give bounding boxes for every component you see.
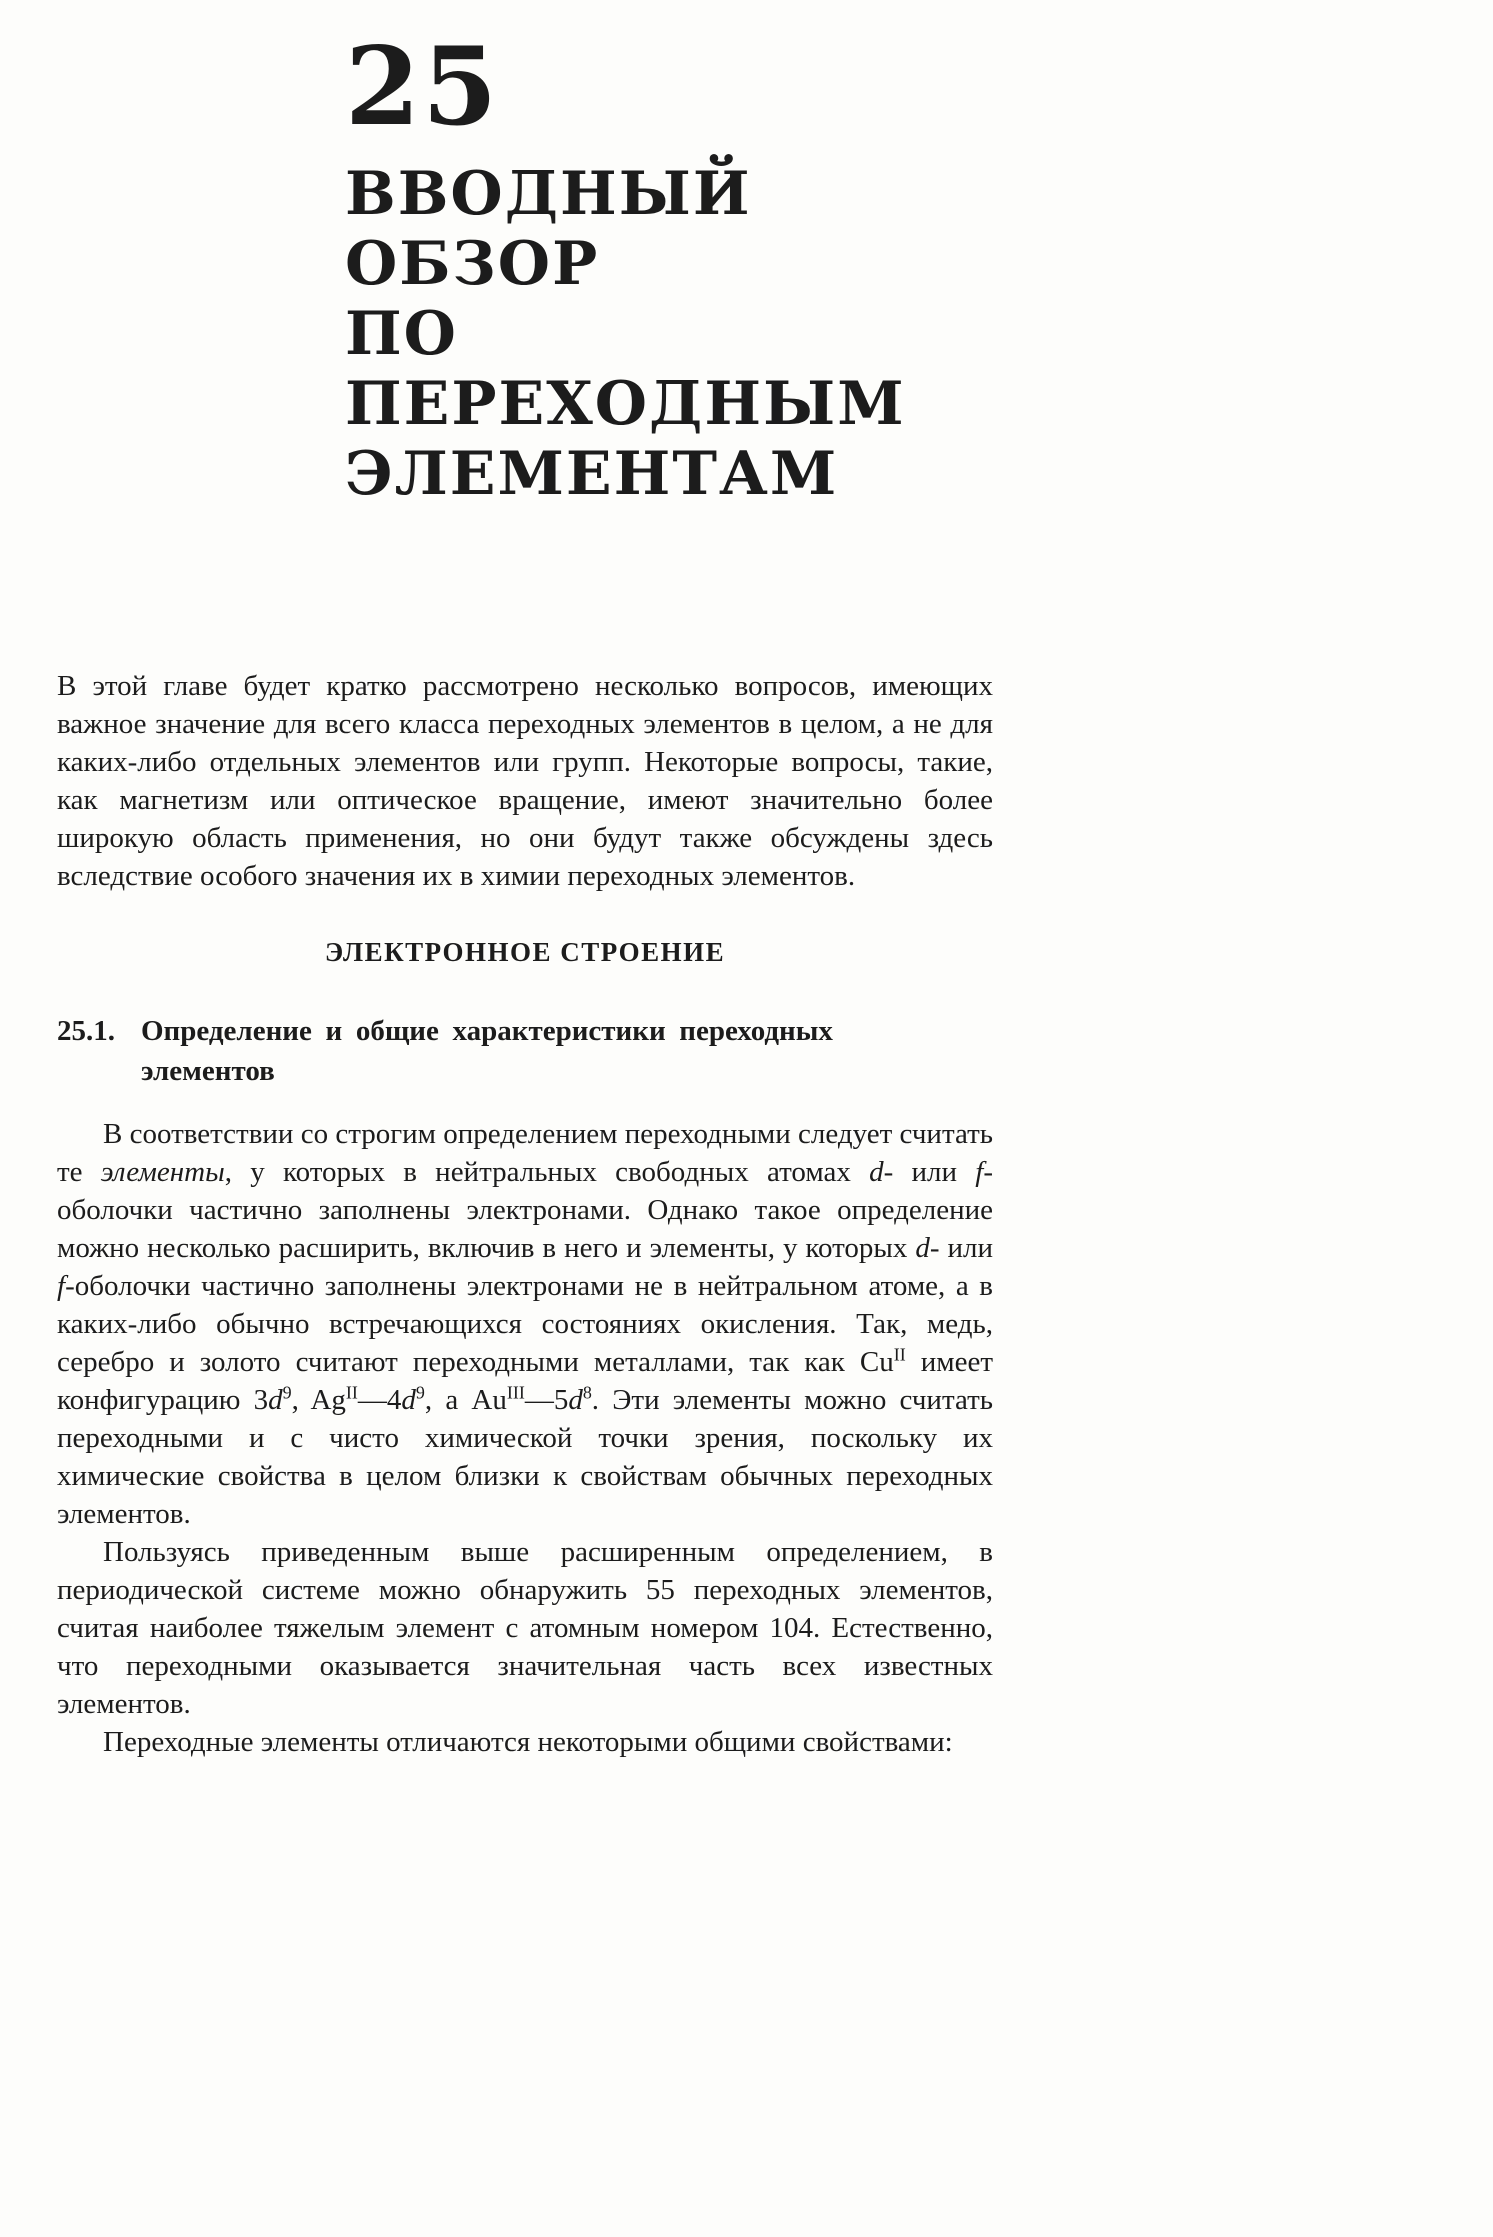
chapter-title-line: ПО ПЕРЕХОДНЫМ [345,298,906,439]
chapter-title [345,159,993,509]
section-heading-electronic-structure: ЭЛЕКТРОННОЕ СТРОЕНИЕ [324,936,726,967]
intro-paragraph: В этой главе будет кратко рассмотрено несколько вопросов, имеющих важное значение для всего класса переходных элементов в целом, а не для каких-либо отдельных элементов или групп. Некоторые вопросы, такие, как магнетизм или оптическое вращение, имеют значительно более широкую область применения, но они будут также обсуждены здесь вследствие особого значения их в химии переходных элементов. [57,669,993,892]
subsection-heading [57,1011,993,1091]
chapter-title-line: ВВОДНЫЙ ОБЗОР [345,158,752,299]
subsection-title: Определение и общие характеристики переходных элементов [141,1014,833,1087]
body-paragraph: Переходные элементы отличаются некоторыми общими свойствами: [103,1725,953,1758]
body-paragraph: Пользуясь приведенным выше расширенным определением, в периодической системе можно обнаружить 55 переходных элементов, считая наиболее тяжелым элемент с атомным номером 104. Естественно, что переходными оказывается значительная часть всех известных элементов. [57,1535,993,1720]
chapter-header [345,24,993,509]
chapter-number: 25 [345,24,500,150]
chapter-title-line: ЭЛЕМЕНТАМ [345,438,839,509]
body-paragraph: В соответствии со строгим определением переходными следует считать те элементы, у которых в нейтральных свободных атомах d- или f-оболочки частично заполнены электронами. Однако такое определение можно несколько расширить, включив в него и элементы, у которых d- или f-оболочки частично заполнены электронами не в нейтральном атоме, а в каких-либо обычно встречающихся состояниях окисления. Так, медь, серебро и золото считают переходными металлами, так как $Cu^{II}$ имеет конфигурацию $3d^9$, $Ag^{II}—4d^9$, а $Au^{III}—5d^8$. Эти элементы можно считать переходными и с чисто химической точки зрения, поскольку их химические свойства в целом близки к свойствам обычных переходных элементов. [57,1117,994,1530]
subsection-number: 25.1. [57,1014,115,1047]
text-column [57,24,994,1761]
